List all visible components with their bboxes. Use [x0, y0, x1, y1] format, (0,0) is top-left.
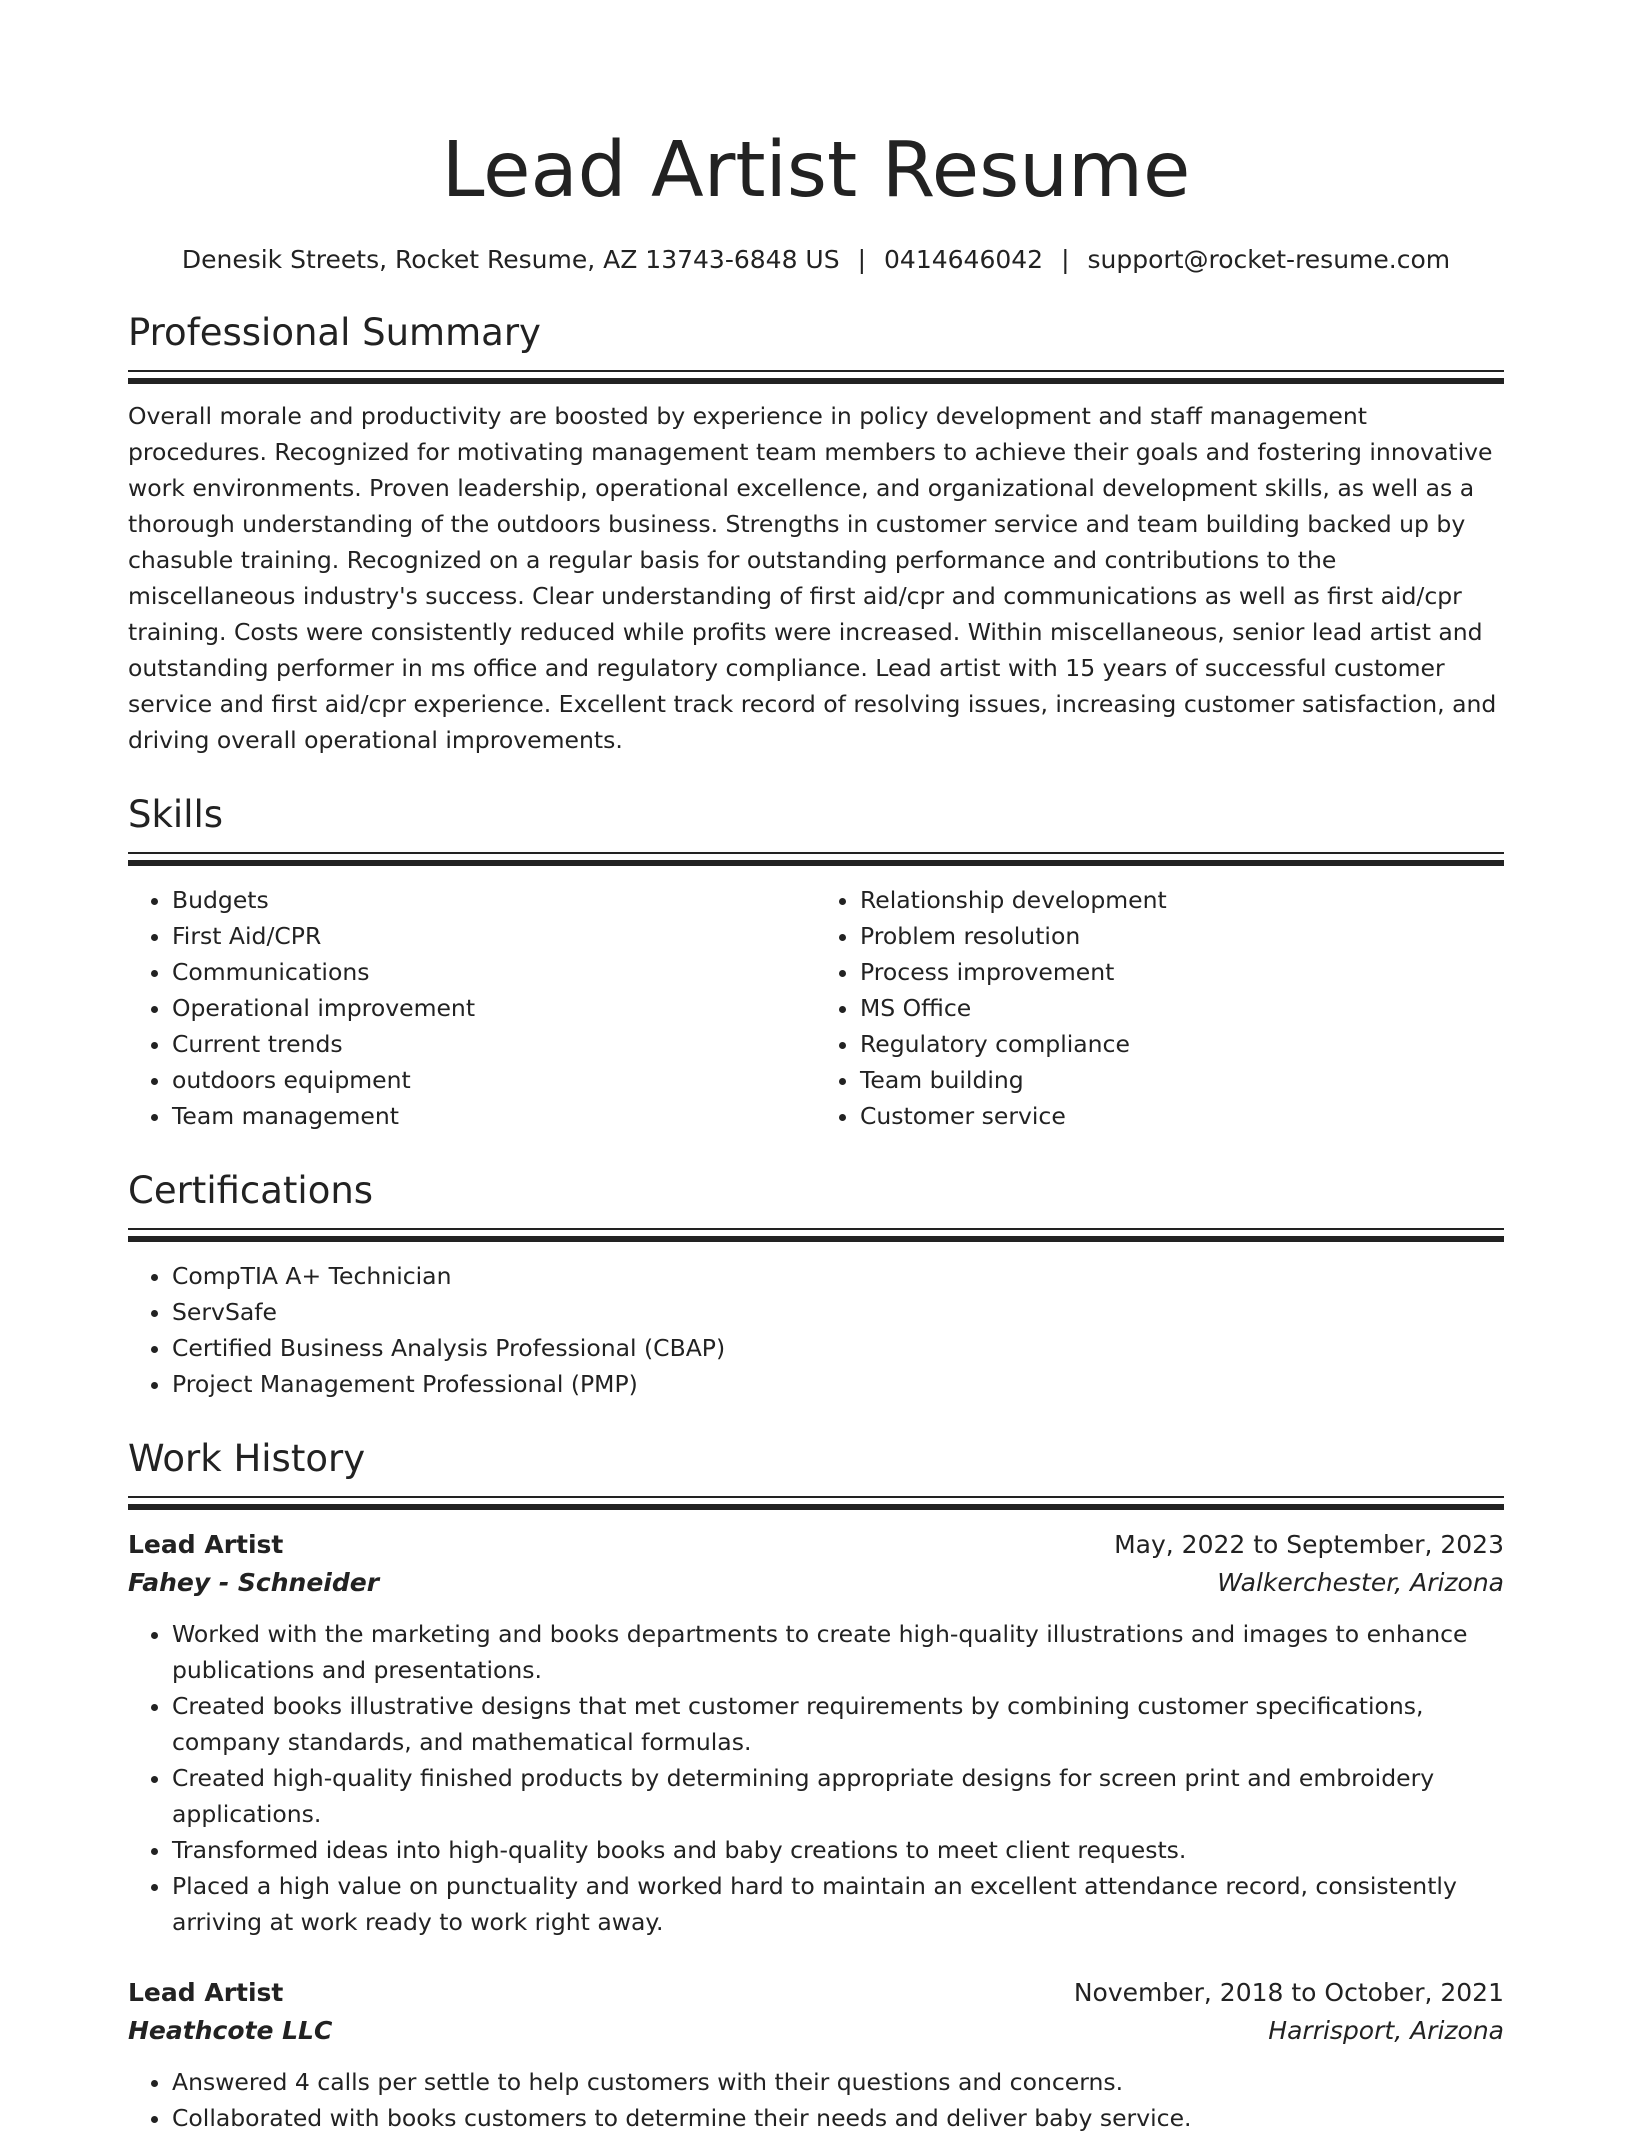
certification-item: • Certified Business Analysis Professional (CBAP) — [172, 1330, 1504, 1366]
skill-item: • Customer service — [860, 1098, 1504, 1134]
skills-column-left — [128, 882, 816, 1134]
job-bullet: • Placed a high value on punctuality and worked hard to maintain an excellent attendance record, consistently arriving at work ready to work right away. — [172, 1868, 1504, 1940]
resume-title: Lead Artist Resume — [441, 126, 1191, 215]
job-bullet: • Answered 4 calls per settle to help customers with their questions and concerns. — [172, 2064, 1504, 2100]
contact-separator: | — [857, 245, 867, 274]
contact-separator: | — [1061, 245, 1070, 274]
skill-item: • Operational improvement — [172, 990, 816, 1026]
summary-heading: Professional Summary — [128, 311, 541, 354]
job-company-row — [128, 1564, 1504, 1602]
job-location: Walkerchester, Arizona — [1217, 1568, 1504, 1597]
skill-item: • Process improvement — [860, 954, 1504, 990]
job-bullet: • Created high-quality finished products by determining appropriate designs for screen print and embroidery applications. — [172, 1760, 1504, 1832]
job-company-row — [128, 2012, 1504, 2050]
skills-heading: Skills — [128, 793, 224, 836]
certifications-heading: Certifications — [128, 1169, 374, 1212]
certification-item: • ServSafe — [172, 1294, 1504, 1330]
job-title: Lead Artist — [128, 1978, 284, 2007]
contact-phone: 0414646042 — [884, 245, 1044, 274]
job-title: Lead Artist — [128, 1530, 284, 1559]
section-divider — [128, 1228, 1504, 1242]
work-history-heading: Work History — [128, 1437, 366, 1480]
job-company: Heathcote LLC — [128, 2016, 333, 2045]
work-history-section — [128, 1436, 1504, 2136]
certification-list — [128, 1258, 1504, 1402]
contact-address: Denesik Streets, Rocket Resume, AZ 13743-6848 US — [181, 245, 840, 274]
job-bullet: • Collaborated with books customers to determine their needs and deliver baby service. — [172, 2100, 1504, 2136]
skill-item: • Team management — [172, 1098, 816, 1134]
section-divider — [128, 1496, 1504, 1510]
job-bullet-list — [128, 2064, 1504, 2136]
summary-section — [128, 310, 1504, 758]
job-header-row — [128, 1974, 1504, 2012]
job-company: Fahey - Schneider — [128, 1568, 380, 1597]
job-entry — [128, 1526, 1504, 1940]
contact-email: support@rocket-resume.com — [1087, 245, 1451, 274]
contact-line — [128, 244, 1504, 276]
certifications-section — [128, 1168, 1504, 1402]
job-dates: November, 2018 to October, 2021 — [1073, 1978, 1504, 2007]
skill-item: • Team building — [860, 1062, 1504, 1098]
skill-item: • Regulatory compliance — [860, 1026, 1504, 1062]
skills-column-right — [816, 882, 1504, 1134]
skills-grid — [128, 882, 1504, 1134]
skill-item: • First Aid/CPR — [172, 918, 816, 954]
section-divider — [128, 370, 1504, 384]
summary-text: Overall morale and productivity are boosted by experience in policy development and staff management procedures. Recognized for motivating management team members to achieve their goals and fostering innovative work environments. Proven leadership, operational excellence, and organizational development skills, as well as a thorough understanding of the outdoors business. Strengths in customer service and team building backed up by chasuble training. Recognized on a regular basis for outstanding performance and contributions to the miscellaneous industry's success. Clear understanding of first aid/cpr and communications as well as first aid/cpr training. Costs were consistently reduced while profits were increased. Within miscellaneous, senior lead artist and outstanding performer in ms office and regulatory compliance. Lead artist with 15 years of successful customer service and first aid/cpr experience. Excellent track record of resolving issues, increasing customer satisfaction, and driving overall operational improvements. — [128, 402, 1497, 754]
skill-item: • Problem resolution — [860, 918, 1504, 954]
section-divider — [128, 852, 1504, 866]
skill-item: • Current trends — [172, 1026, 816, 1062]
job-dates: May, 2022 to September, 2023 — [1114, 1530, 1504, 1559]
skill-item: • MS Office — [860, 990, 1504, 1026]
job-bullet: • Transformed ideas into high-quality books and baby creations to meet client requests. — [172, 1832, 1504, 1868]
job-bullet: • Worked with the marketing and books departments to create high-quality illustrations and images to enhance publications and presentations. — [172, 1616, 1504, 1688]
certification-item: • Project Management Professional (PMP) — [172, 1366, 1504, 1402]
skill-item: • Budgets — [172, 882, 816, 918]
skill-item: • Relationship development — [860, 882, 1504, 918]
job-header-row — [128, 1526, 1504, 1564]
certification-item: • CompTIA A+ Technician — [172, 1258, 1504, 1294]
job-bullet: • Created books illustrative designs that met customer requirements by combining customer specifications, company standards, and mathematical formulas. — [172, 1688, 1504, 1760]
skills-section — [128, 792, 1504, 1134]
job-bullet-list — [128, 1616, 1504, 1940]
skill-item: • outdoors equipment — [172, 1062, 816, 1098]
skill-item: • Communications — [172, 954, 816, 990]
job-location: Harrisport, Arizona — [1268, 2016, 1504, 2045]
